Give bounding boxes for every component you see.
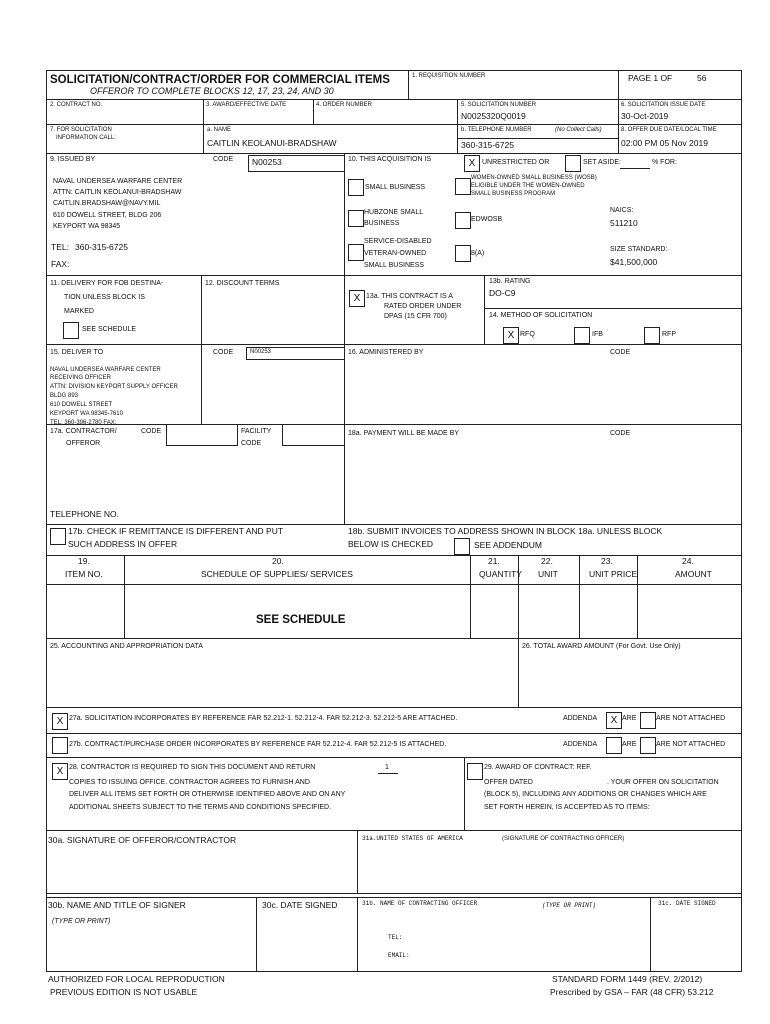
contractor-label-2: OFFEROR (66, 440, 101, 447)
27a-are-checkbox[interactable]: X (606, 712, 622, 729)
size-standard-value: $41,500,000 (610, 257, 658, 267)
administered-by-label: 16. ADMINISTERED BY (348, 349, 424, 356)
solicitation-number: N0025320Q0019 (461, 111, 526, 121)
facility-label-2: CODE (241, 440, 262, 447)
issued-by-line: CAITLIN.BRADSHAW@NAVY.MIL (53, 200, 161, 207)
for-info-label-1: 7. FOR SOLICITATION (50, 127, 112, 133)
sdvosb-line: SMALL BUSINESS (364, 262, 425, 269)
issued-by-code: N00253 (252, 157, 282, 167)
set-aside-pct-line (620, 168, 650, 169)
unrestricted-checkbox[interactable]: X (464, 155, 480, 172)
block29-line: 29. AWARD OF CONTRACT: REF. (484, 764, 592, 771)
ifb-label: IFB (592, 331, 603, 338)
rated-order-checkbox[interactable]: X (349, 290, 365, 307)
hubzone-checkbox[interactable] (348, 210, 364, 227)
col-label-schedule: SCHEDULE OF SUPPLIES/ SERVICES (201, 569, 353, 579)
rfp-label: RFP (662, 331, 676, 338)
block28-line: ADDITIONAL SHEETS SUBJECT TO THE TERMS AND CONDITIONS SPECIFIED. (69, 804, 332, 811)
small-business-label: SMALL BUSINESS (365, 184, 426, 191)
for-info-label-2: INFORMATION CALL: (56, 135, 116, 141)
offer-due-label: 8. OFFER DUE DATE/LOCAL TIME (621, 127, 717, 133)
usa-label: 31a.UNITED STATES OF AMERICA (362, 835, 463, 842)
deliver-to-line: ATTN: DIVISION KEYPORT SUPPLY OFFICER (50, 384, 178, 390)
name-signer-label: 30b. NAME AND TITLE OF SIGNER (48, 900, 186, 910)
rating-label: 13b. RATING (489, 278, 531, 285)
27b-are-label: ARE (622, 741, 637, 748)
deliver-to-line: KEYPORT WA 98345-7610 (50, 411, 123, 417)
page-total: 56 (697, 73, 707, 83)
page-label: PAGE 1 OF (628, 73, 673, 83)
unrestricted-label: UNRESTRICTED OR (482, 159, 550, 166)
tel-label: TEL: (51, 242, 69, 252)
award-date-label: 3. AWARD/EFFECTIVE DATE (206, 102, 287, 108)
signature-co-label: (SIGNATURE OF CONTRACTING OFFICER) (502, 836, 625, 842)
contractor-code-box[interactable] (166, 425, 238, 446)
27b-are-not-label: ARE NOT ATTACHED (656, 741, 726, 748)
hubzone-line: BUSINESS (364, 220, 400, 227)
rated-order-line: RATED ORDER UNDER (384, 303, 462, 310)
name-label: a. NAME (207, 127, 232, 133)
remittance-checkbox[interactable] (50, 528, 66, 545)
block28-line: COPIES TO ISSUING OFFICE. CONTRACTOR AGREES TO FURNISH AND (69, 779, 310, 786)
submit-invoices-line: BELOW IS CHECKED (348, 539, 434, 549)
see-schedule-checkbox[interactable] (63, 322, 79, 339)
see-schedule-heading: SEE SCHEDULE (256, 614, 346, 626)
27b-checkbox[interactable] (52, 737, 68, 754)
col-label-quantity: QUANTITY (479, 569, 522, 579)
27a-are-not-label: ARE NOT ATTACHED (656, 715, 726, 722)
co-email: EMAIL: (388, 952, 410, 959)
delivery-line: MARKED (64, 308, 94, 315)
co-type-print: (TYPE OR PRINT) (542, 902, 597, 909)
block29-line: . YOUR OFFER ON SOLICITATION (607, 779, 719, 786)
contractor-code-label: CODE (141, 428, 162, 435)
block28-line: DELIVER ALL ITEMS SET FORTH OR OTHERWISE IDENTIFIED ABOVE AND ON ANY (69, 791, 346, 798)
sdvosb-line: SERVICE-DISABLED (364, 238, 432, 245)
col-num-amount: 24. (682, 556, 694, 566)
payment-code-label: CODE (610, 430, 631, 437)
see-addendum-label: SEE ADDENDUM (474, 540, 543, 550)
col-num-quantity: 21. (488, 556, 500, 566)
see-schedule-label: SEE SCHEDULE (82, 326, 137, 333)
issued-by-line: 610 DOWELL STREET, BLDG 206 (53, 212, 162, 219)
acquisition-label: 10. THIS ACQUISITION IS (348, 156, 432, 163)
no-collect-calls: (No Collect Calls) (555, 127, 602, 133)
form-subtitle: OFFEROR TO COMPLETE BLOCKS 12, 17, 23, 24, AND 30 (90, 86, 334, 96)
payment-label: 18a. PAYMENT WILL BE MADE BY (348, 430, 459, 437)
requisition-number-label: 1. REQUISITION NUMBER (412, 73, 486, 79)
wosb-line: WOMEN-OWNED SMALL BUSINESS (WOSB) (471, 175, 597, 181)
27a-checkbox[interactable]: X (52, 713, 68, 730)
27b-are-checkbox[interactable] (606, 737, 622, 754)
naics-value: 511210 (610, 218, 638, 228)
fax-label: FAX: (51, 259, 70, 269)
footer-left-2: PREVIOUS EDITION IS NOT USABLE (50, 987, 198, 997)
telephone-no-label: TELEPHONE NO. (50, 509, 119, 519)
deliver-to-label: 15. DELIVER TO (50, 349, 104, 356)
remittance-line: SUCH ADDRESS IN OFFER (68, 539, 178, 549)
27b-addenda-label: ADDENDA (563, 741, 598, 748)
contract-no-label: 2. CONTRACT NO. (50, 102, 103, 108)
col-label-unit-price: UNIT PRICE (589, 569, 638, 579)
27b-text: 27b. CONTRACT/PURCHASE ORDER INCORPORATES BY REFERENCE FAR 52.212-4. FAR 52.212-5 IS ATTACHED. (69, 741, 447, 748)
deliver-to-line: RECEIVING OFFICER (50, 375, 112, 381)
small-business-checkbox[interactable] (348, 179, 364, 196)
signature-co-field[interactable] (360, 848, 738, 892)
naics-label: NAICS: (610, 207, 634, 214)
block28-checkbox[interactable]: X (52, 763, 68, 780)
block29-line: SET FORTH HEREIN, IS ACCEPTED AS TO ITEMS: (484, 804, 650, 811)
telephone-label: b. TELEPHONE NUMBER (461, 127, 532, 133)
date-signed-label: 30c. DATE SIGNED (262, 900, 338, 910)
27a-are-not-checkbox[interactable] (640, 712, 656, 729)
solicitation-number-label: 5. SOLICITATION NUMBER (461, 102, 537, 108)
offer-due: 02:00 PM 05 Nov 2019 (621, 138, 708, 148)
solicitation-issue-date: 30-Oct-2019 (621, 111, 669, 121)
facility-code-box[interactable] (282, 425, 344, 446)
delivery-line: TION UNLESS BLOCK IS (64, 294, 145, 301)
sdvosb-checkbox[interactable] (348, 244, 364, 261)
sdvosb-line: VETERAN-OWNED (364, 250, 427, 257)
type-or-print: (TYPE OR PRINT) (52, 918, 111, 925)
discount-terms-label: 12. DISCOUNT TERMS (205, 280, 280, 287)
solicitation-issue-date-label: 6. SOLICITATION ISSUE DATE (621, 102, 706, 108)
wosb-checkbox[interactable] (455, 178, 471, 195)
col-num-unit: 22. (541, 556, 553, 566)
facility-label-1: FACILITY (241, 428, 272, 435)
rfq-checkbox[interactable]: X (503, 327, 519, 344)
deliver-to-line: NAVAL UNDERSEA WARFARE CENTER (50, 367, 161, 373)
co-tel: TEL: (388, 934, 403, 941)
issued-by-line: ATTN: CAITLIN KEOLANUI-BRADSHAW (53, 189, 182, 196)
wosb-line: ELIGIBLE UNDER THE WOMEN-OWNED (471, 183, 585, 189)
27a-addenda-label: ADDENDA (563, 715, 598, 722)
edwosb-checkbox[interactable] (455, 212, 471, 229)
deliver-to-line: 610 DOWELL STREET (50, 402, 113, 408)
set-aside-label: SET ASIDE: (583, 159, 621, 166)
remittance-line: 17b. CHECK IF REMITTANCE IS DIFFERENT AND PUT (68, 526, 284, 536)
block29-line: (BLOCK 5), INCLUDING ANY ADDITIONS OR CHANGES WHICH ARE (484, 791, 707, 798)
col-num-item: 19. (78, 556, 90, 566)
signature-offeror-field[interactable] (48, 848, 354, 892)
rfq-label: RFQ (520, 331, 535, 338)
eight-a-label: 8(A) (471, 250, 485, 257)
eight-a-checkbox[interactable] (455, 245, 471, 262)
col-label-unit: UNIT (538, 569, 558, 579)
copies-count-line (378, 773, 398, 774)
col-label-item: ITEM NO. (65, 569, 103, 579)
issued-by-code-label: CODE (213, 156, 234, 163)
tel-value: 360-315-6725 (75, 242, 128, 252)
footer-right-1: STANDARD FORM 1449 (REV. 2/2012) (552, 974, 703, 984)
copies-count: 1 (385, 764, 389, 771)
ifb-checkbox[interactable] (574, 327, 590, 344)
signature-offeror-label: 30a. SIGNATURE OF OFFEROR/CONTRACTOR (48, 835, 237, 845)
issued-by-label: 9. ISSUED BY (50, 156, 96, 163)
accounting-label: 25. ACCOUNTING AND APPROPRIATION DATA (50, 643, 203, 650)
contractor-label-1: 17a. CONTRACTOR/ (50, 428, 117, 435)
see-addendum-checkbox[interactable] (454, 538, 470, 555)
submit-invoices-line: 18b. SUBMIT INVOICES TO ADDRESS SHOWN IN BLOCK 18a. UNLESS BLOCK (348, 526, 663, 536)
administered-by-code-label: CODE (610, 349, 631, 356)
form-title: SOLICITATION/CONTRACT/ORDER FOR COMMERCIAL ITEMS (50, 74, 390, 86)
delivery-line: 11. DELIVERY FOR FOB DESTINA- (50, 280, 164, 287)
rating-value: DO-C9 (489, 288, 516, 298)
col-label-amount: AMOUNT (675, 569, 712, 579)
deliver-to-code: N00253 (250, 349, 272, 355)
27a-are-label: ARE (622, 715, 637, 722)
co-name-label: 31b. NAME OF CONTRACTING OFFICER (362, 900, 478, 907)
block29-checkbox[interactable] (467, 763, 483, 780)
rated-order-line: 13a. THIS CONTRACT IS A (366, 293, 453, 300)
footer-right-2: Prescribed by GSA – FAR (48 CFR) 53.212 (550, 987, 714, 997)
rated-order-line: DPAS (15 CFR 700) (384, 313, 447, 320)
size-standard-label: SIZE STANDARD: (610, 246, 668, 253)
footer-left-1: AUTHORIZED FOR LOCAL REPRODUCTION (48, 974, 225, 984)
rfp-checkbox[interactable] (644, 327, 660, 344)
hubzone-line: HUBZONE SMALL (364, 209, 424, 216)
method-label: 14. METHOD OF SOLICITATION (489, 312, 593, 319)
contact-name: CAITLIN KEOLANUI-BRADSHAW (207, 138, 337, 148)
total-award-label: 26. TOTAL AWARD AMOUNT (For Govt. Use Only) (522, 643, 681, 650)
block29-line: OFFER DATED (484, 779, 533, 786)
27a-text: 27a. SOLICITATION INCORPORATES BY REFERENCE FAR 52.212-1. 52.212-4. FAR 52.212-3. 52.212-5 ARE ATTACHED. (69, 715, 458, 722)
pct-for-label: % FOR: (652, 159, 677, 166)
edwosb-label: EDWOSB (471, 216, 503, 223)
issued-by-line: NAVAL UNDERSEA WARFARE CENTER (53, 178, 183, 185)
27b-are-not-checkbox[interactable] (640, 737, 656, 754)
co-date-label: 31c. DATE SIGNED (658, 900, 716, 907)
telephone-number: 360-315-6725 (461, 140, 514, 150)
deliver-to-line: TEL: 360-396-2780 FAX: (50, 420, 117, 426)
block28-line: 28. CONTRACTOR IS REQUIRED TO SIGN THIS DOCUMENT AND RETURN (69, 764, 316, 771)
col-num-schedule: 20. (272, 556, 284, 566)
set-aside-checkbox[interactable] (565, 155, 581, 172)
deliver-to-code-label: CODE (213, 349, 234, 356)
issued-by-line: KEYPORT WA 98345 (53, 223, 121, 230)
order-number-label: 4. ORDER NUMBER (316, 102, 373, 108)
deliver-to-line: BLDG 893 (50, 393, 79, 399)
wosb-line: SMALL BUSINESS PROGRAM (471, 191, 556, 197)
col-num-unit-price: 23. (601, 556, 613, 566)
